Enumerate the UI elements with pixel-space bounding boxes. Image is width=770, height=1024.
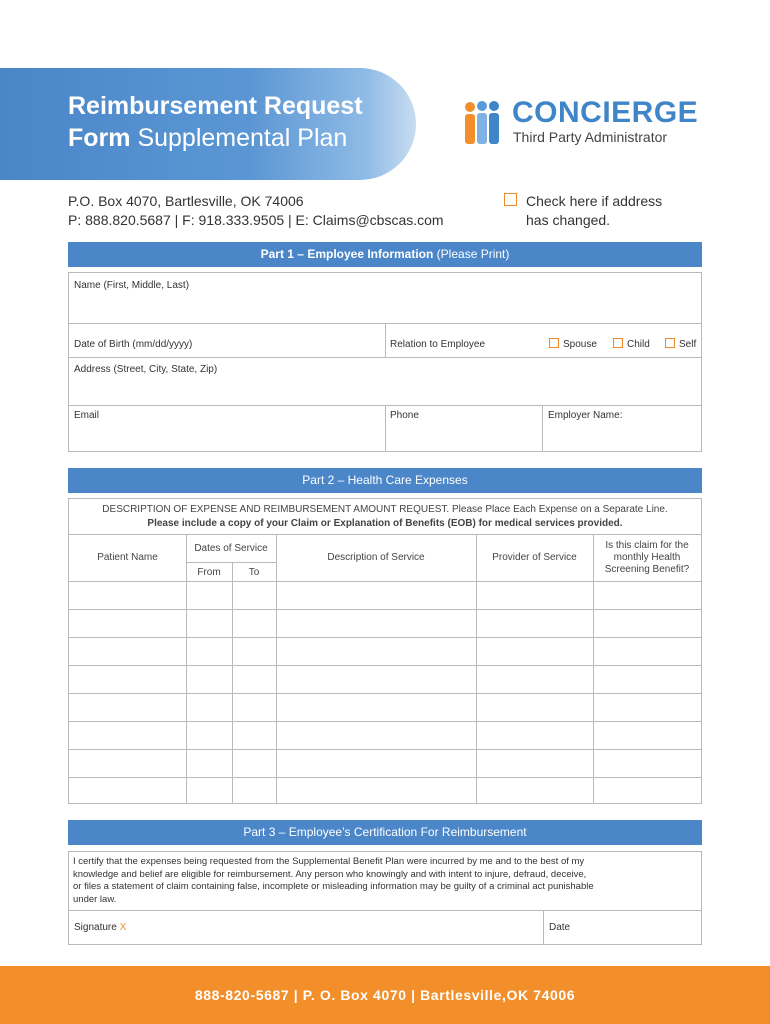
cert-line1: I certify that the expenses being requested from the Supplemental Benefit Plan were incurred by me and to the best of my [73,856,585,867]
logo-name: CONCIERGE [512,96,699,129]
address-changed-line1: Check here if address [526,193,663,209]
part1-title-note: (Please Print) [433,247,510,261]
col-from: From [197,567,221,578]
form-title [68,90,363,154]
col-description: Description of Service [327,552,425,563]
certification-table [68,851,702,945]
self-label: Self [679,339,697,350]
signature-field[interactable] [74,922,126,933]
cert-line4: under law. [73,893,117,905]
title-line2-bold: Form [68,124,131,152]
col-screening-line1: Is this claim for the [605,540,689,551]
child-option[interactable] [613,338,650,350]
child-label: Child [627,339,650,350]
table-row [69,609,701,610]
concierge-logo-icon [462,101,512,145]
signature-label: Signature [74,922,117,933]
certification-text [73,856,594,906]
table-row [69,777,701,778]
col-provider: Provider of Service [492,552,577,563]
spouse-label: Spouse [563,339,597,350]
phone-field[interactable]: Phone [390,410,419,421]
address-field[interactable]: Address (Street, City, State, Zip) [74,364,218,375]
col-screening [593,540,701,576]
logo-subtitle: Third Party Administrator [513,129,668,145]
footer-bar: 888-820-5687 | P. O. Box 4070 | Bartlesville,OK 74006 [0,966,770,1024]
employer-field[interactable]: Employer Name: [548,410,623,421]
spouse-option[interactable] [549,338,597,350]
part1-table [68,272,702,452]
table-row [69,637,701,638]
col-to: To [248,567,260,578]
address-changed-checkbox[interactable] [504,193,517,206]
part3-header: Part 3 – Employee’s Certification For Reimbursement [68,820,702,845]
address-changed-line2: has changed. [526,212,611,228]
col-dates-of-service: Dates of Service [194,543,268,554]
part1-title: Part 1 – Employee Information [260,247,434,261]
mailing-address: P.O. Box 4070, Bartlesville, OK 74006 [68,193,304,209]
expense-description-note: DESCRIPTION OF EXPENSE AND REIMBURSEMENT AMOUNT REQUEST. Please Place Each Expense on a Separate Line. [102,504,668,515]
date-field[interactable]: Date [549,922,571,933]
title-line1: Reimbursement Request [68,92,363,120]
col-patient-name: Patient Name [97,552,158,563]
table-row [69,693,701,694]
address-changed-label [526,192,662,230]
child-checkbox[interactable] [613,338,623,348]
email-field[interactable]: Email [74,410,100,421]
contact-info [68,192,444,230]
col-screening-line3: Screening Benefit? [604,564,690,575]
spouse-checkbox[interactable] [549,338,559,348]
dob-field[interactable]: Date of Birth (mm/dd/yyyy) [74,339,193,350]
table-row [69,749,701,750]
table-row [69,721,701,722]
cert-line2: knowledge and belief are eligible for reimbursement. Any person who knowingly and with intent to injure, defraud, deceive, [73,868,587,880]
relation-label: Relation to Employee [390,339,486,350]
contact-phones: P: 888.820.5687 | F: 918.333.9505 | E: Claims@cbscas.com [68,212,444,228]
name-field[interactable]: Name (First, Middle, Last) [74,280,190,291]
expenses-table [68,498,702,804]
part1-header [68,242,702,267]
self-option[interactable] [665,338,696,350]
self-checkbox[interactable] [665,338,675,348]
col-screening-line2: monthly Health [613,552,681,563]
signature-x-mark: X [119,922,127,933]
eob-note: Please include a copy of your Claim or Explanation of Benefits (EOB) for medical services provided. [147,518,623,529]
cert-line3: or files a statement of claim containing false, incomplete or misleading information may be guilty of a criminal act punishable [73,881,594,892]
title-line2-light: Supplemental Plan [130,124,348,152]
table-row [69,665,701,666]
part2-header: Part 2 – Health Care Expenses [68,468,702,493]
